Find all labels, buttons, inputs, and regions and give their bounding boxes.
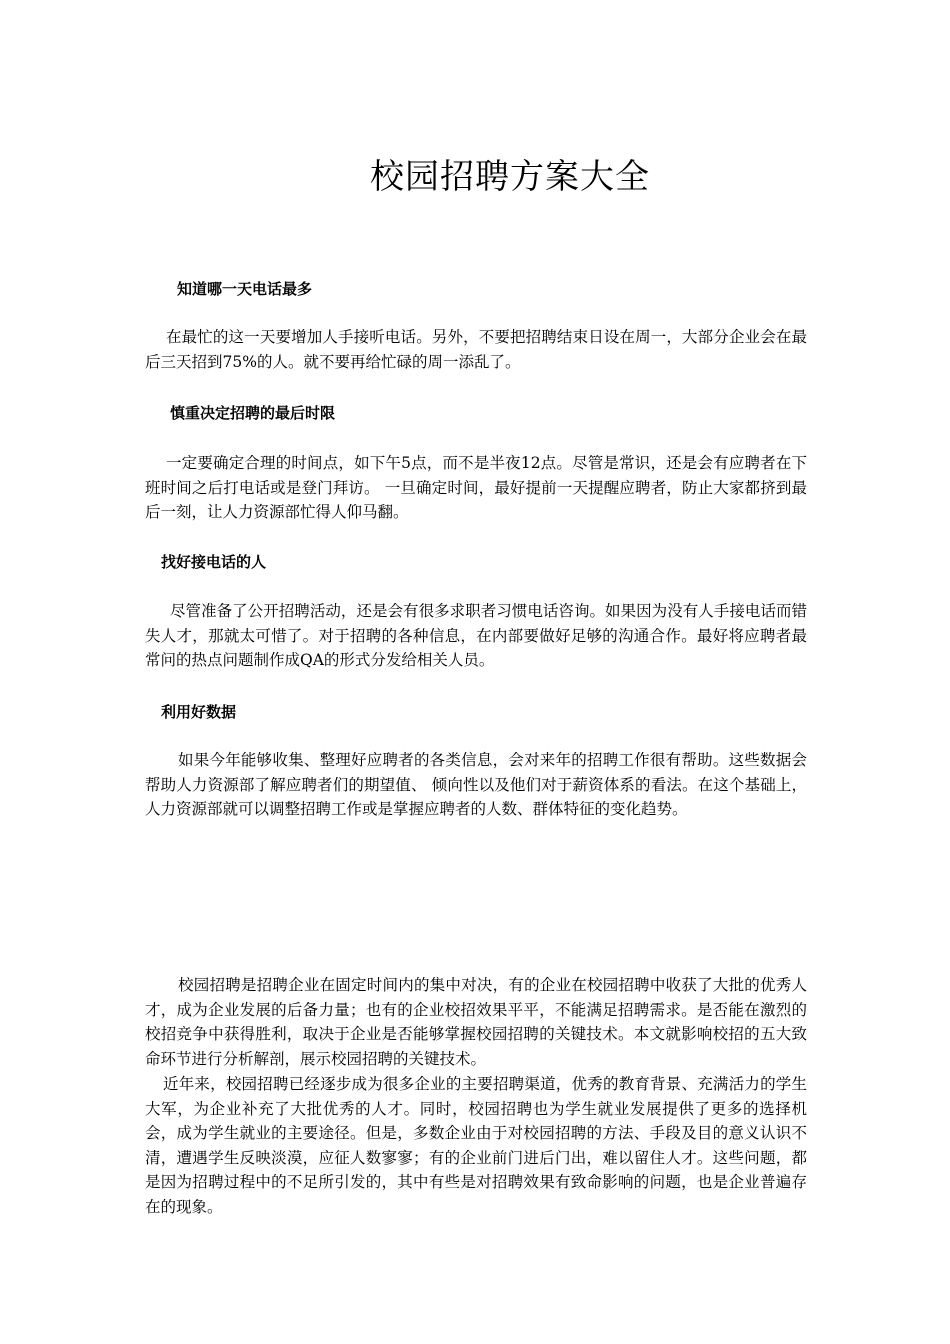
section-heading-phone-staff: 找好接电话的人 (161, 553, 267, 571)
section-body-data: 如果今年能够收集、整理好应聘者的各类信息，会对来年的招聘工作很有帮助。这些数据会帮助人力资源部了解应聘者们的期望值、 倾向性以及他们对于薪资体系的看法。在这个基础上，人力资源部就可以调整招聘工作或是掌握应聘者的人数、群体特征的变化趋势。 (145, 751, 807, 818)
section-heading-data: 利用好数据 (161, 703, 237, 721)
intro-paragraph: 近年来，校园招聘已经逐步成为很多企业的主要招聘渠道，优秀的教育背景、充满活力的学生大军，为企业补充了大批优秀的人才。同时，校园招聘也为学生就业发展提供了更多的选择机会，成为学生就业的主要途径。但是，多数企业由于对校园招聘的方法、手段及目的意义认识不清，遭遇学生反映淡漠，应征人数寥寥；有的企业前门进后门出，难以留住人才。这些问题，都是因为招聘过程中的不足所引发的，其中有些是对招聘效果有致命影响的问题，也是企业普遍存在的现象。 (145, 1075, 807, 1216)
section-body-deadline: 一定要确定合理的时间点，如下午5点，而不是半夜12点。尽管是常识，还是会有应聘者在下班时间之后打电话或是登门拜访。 一旦确定时间，最好提前一天提醒应聘者，防止大家都挤到最后一刻，让人力资源部忙得人仰马翻。 (145, 454, 807, 521)
section-body-busiest-day: 在最忙的这一天要增加人手接听电话。另外，不要把招聘结束日设在周一，大部分企业会在最后三天招到75%的人。就不要再给忙碌的周一添乱了。 (145, 328, 807, 371)
intro-paragraph: 校园招聘是招聘企业在固定时间内的集中对决，有的企业在校园招聘中收获了大批的优秀人才，成为企业发展的后备力量；也有的企业校招效果平平，不能满足招聘需求。是否能在激烈的校招竞争中获得胜利，取决于企业是否能够掌握校园招聘的关键技术。本文就影响校招的五大致命环节进行分析解剖，展示校园招聘的关键技术。 (145, 976, 807, 1068)
document-title: 校园招聘方案大全 (370, 157, 650, 197)
section-heading-deadline: 慎重决定招聘的最后时限 (170, 404, 336, 422)
section-body-phone-staff: 尽管准备了公开招聘活动，还是会有很多求职者习惯电话咨询。如果因为没有人手接电话而错失人才，那就太可惜了。对于招聘的各种信息，在内部要做好足够的沟通合作。最好将应聘者最常问的热点问题制作成QA的形式分发给相关人员。 (145, 602, 807, 669)
section-heading-busiest-day: 知道哪一天电话最多 (177, 280, 313, 298)
